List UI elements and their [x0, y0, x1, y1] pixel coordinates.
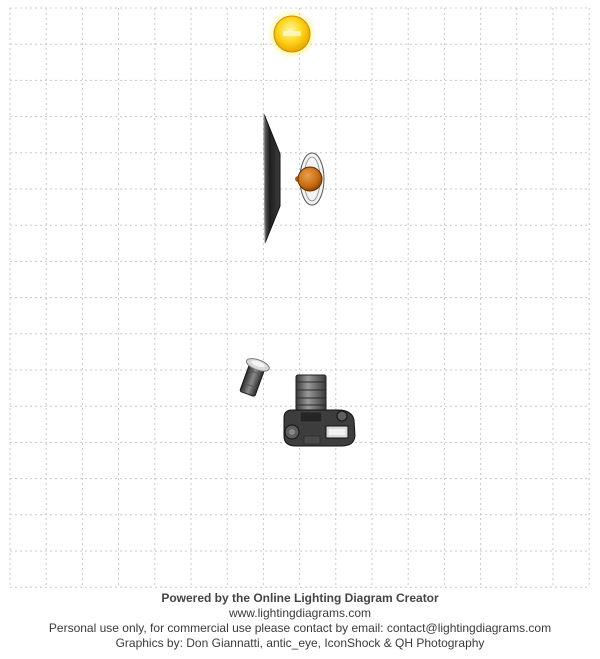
credits-title: Powered by the Online Lighting Diagram Creator [161, 591, 439, 605]
camera-top-view-icon[interactable] [284, 375, 355, 446]
strobe-icon[interactable] [236, 356, 271, 398]
credits-graphics: Graphics by: Don Giannatti, antic_eye, IconShock & QH Photography [115, 636, 485, 650]
credits-usage-note: Personal use only, for commercial use please contact by email: contact@lightingdiagrams.com [48, 621, 552, 635]
reflector-panel-icon[interactable] [264, 114, 280, 243]
person-top-view-icon[interactable] [296, 153, 325, 205]
credits-footer [0, 591, 600, 651]
sun-icon[interactable] [267, 9, 317, 59]
grid [10, 8, 590, 588]
credits-website[interactable]: www.lightingdiagrams.com [228, 606, 372, 620]
